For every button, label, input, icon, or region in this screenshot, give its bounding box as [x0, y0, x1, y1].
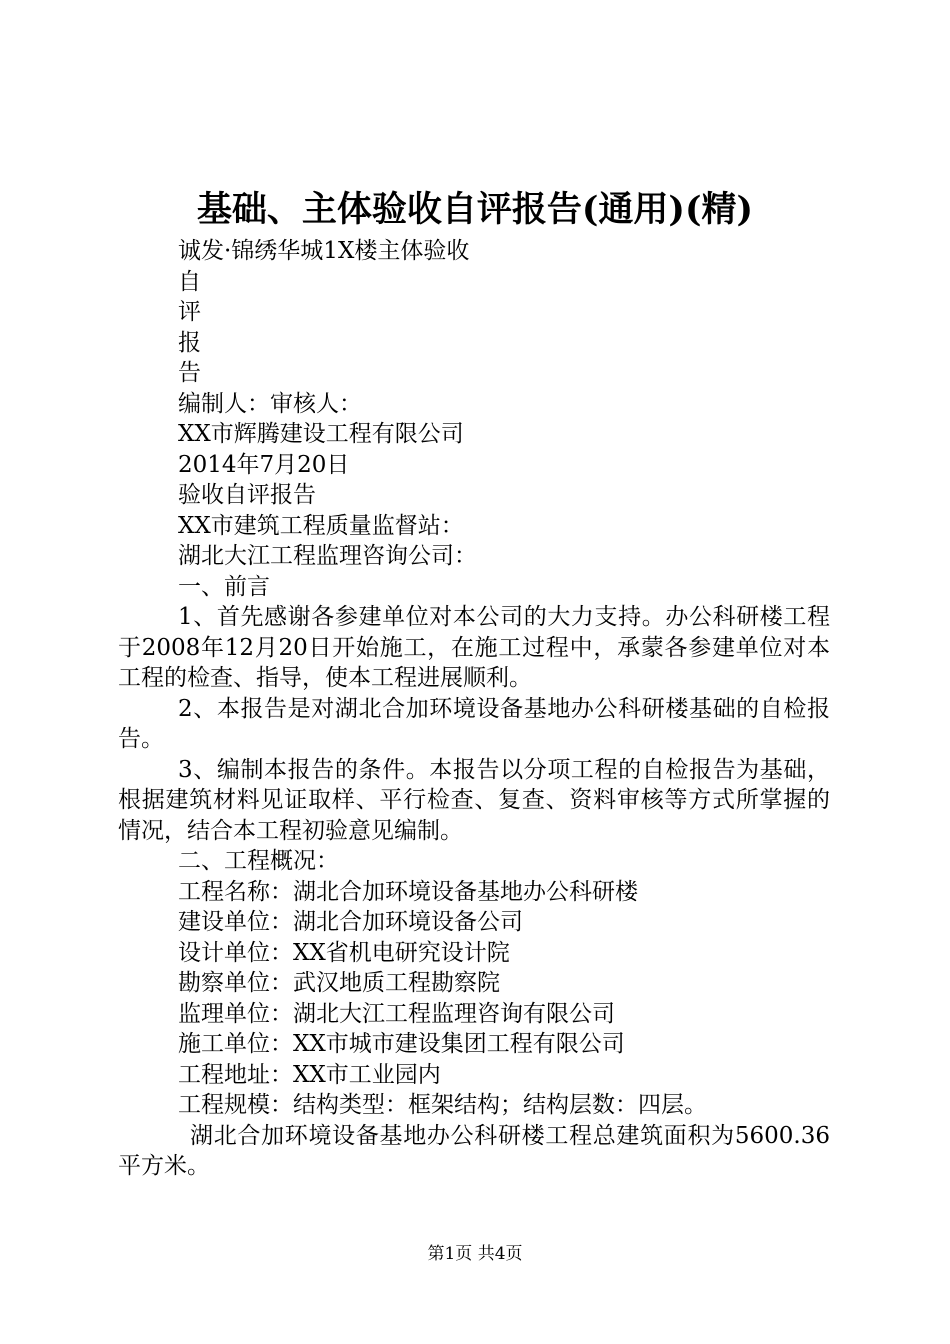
- overview-item: 工程地址：XX市工业园内: [178, 1061, 441, 1088]
- page-footer: 第1页 共4页: [427, 1244, 523, 1264]
- cover-vertical-char: 评: [178, 299, 201, 325]
- overview-item: 勘察单位：武汉地质工程勘察院: [178, 970, 500, 996]
- preface-paragraph: 3、编制本报告的条件。本报告以分项工程的自检报告为基础，根据建筑材料见证取样、平行检查、复查、资料审核等方式所掌握的情况，结合本工程初验意见编制。: [118, 756, 830, 844]
- overview-item: 施工单位：XX市城市建设集团工程有限公司: [178, 1031, 625, 1057]
- cover-signers: 编制人：审核人：: [178, 390, 362, 417]
- recipient-line: 湖北大江工程监理咨询公司：: [178, 543, 477, 569]
- overview-item: 工程名称：湖北合加环境设备基地办公科研楼: [178, 878, 638, 905]
- cover-project: 诚发·锦绣华城1X楼主体验收: [178, 238, 470, 264]
- preface-paragraph: 1、首先感谢各参建单位对本公司的大力支持。办公科研楼工程于2008年12月20日开始施工，在施工过程中，承蒙各参建单位对本工程的检查、指导，使本工程进展顺利。: [118, 604, 830, 691]
- overview-item: 设计单位：XX省机电研究设计院: [178, 939, 510, 966]
- recipient-line: XX市建筑工程质量监督站：: [178, 512, 464, 539]
- document-title: 基础、主体验收自评报告(通用)(精): [196, 189, 754, 230]
- cover-vertical-char: 报: [178, 329, 201, 356]
- overview-item: 工程规模：结构类型：框架结构；结构层数：四层。: [178, 1092, 707, 1118]
- preface-paragraph: 2、本报告是对湖北合加环境设备基地办公科研楼基础的自检报告。: [118, 695, 830, 752]
- overview-item: 监理单位：湖北大江工程监理咨询有限公司: [178, 1000, 615, 1027]
- document-body: [118, 236, 830, 1182]
- cover-date: 2014年7月20日: [178, 451, 350, 478]
- report-heading: 验收自评报告: [178, 482, 316, 508]
- cover-company: XX市辉腾建设工程有限公司: [178, 421, 464, 447]
- cover-vertical-char: 告: [178, 360, 201, 386]
- section-heading-preface: 一、前言: [178, 573, 270, 600]
- area-paragraph: 湖北合加环境设备基地办公科研楼工程总建筑面积为5600.36平方米。: [118, 1122, 830, 1179]
- section-heading-overview: 二、工程概况：: [178, 848, 339, 874]
- cover-vertical-char: 自: [178, 268, 201, 295]
- overview-item: 建设单位：湖北合加环境设备公司: [178, 909, 523, 935]
